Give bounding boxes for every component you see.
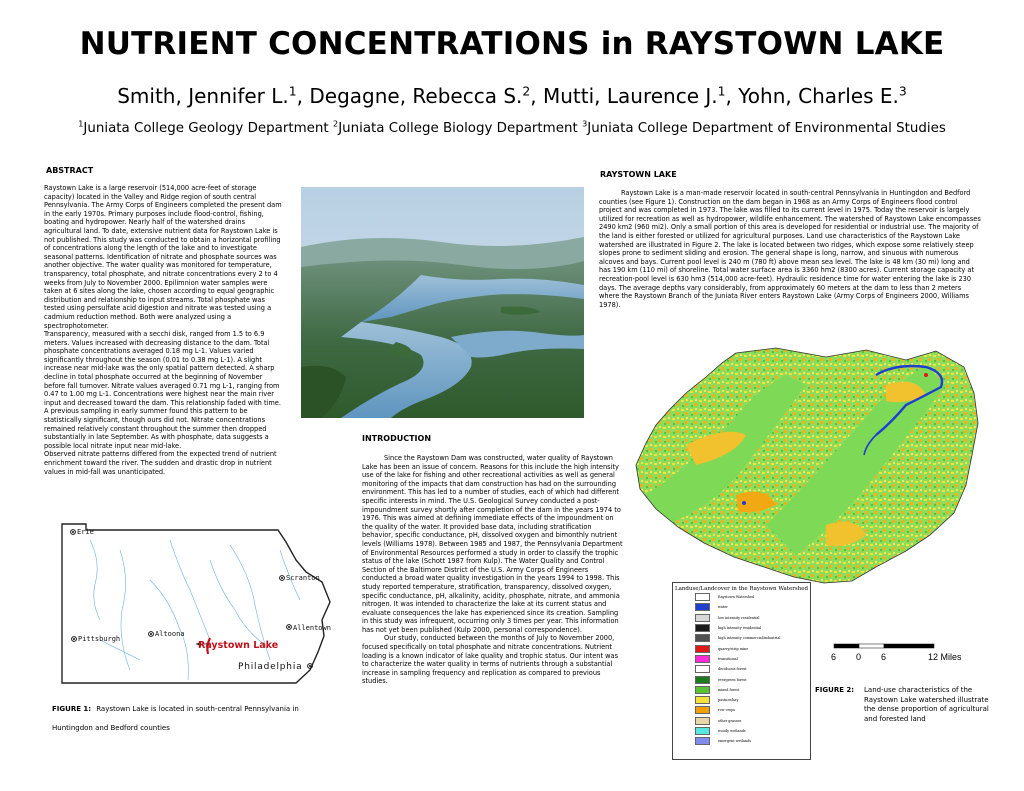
- author-name: Mutti, Laurence J.: [542, 84, 718, 108]
- author-affiliation-mark: 3: [898, 83, 907, 99]
- affiliation-mark: 2: [332, 118, 339, 129]
- figure2-text: Land-use characteristics of the Raystown Lake watershed illustrate the dense proportion of agricultural and forested land: [864, 686, 989, 723]
- legend-swatch: [695, 655, 710, 663]
- legend-label: transitional: [718, 656, 738, 661]
- abstract-paragraph: Raystown Lake is a large reservoir (514,000 acre-feet of storage capacity) located in the Valley and Ridge region of south central Pennsylvania. The Army Corps of Engineers completed the present dam in the early 1970s. Primary purposes include flood-control, fishing, boating and hydropower. Nearly half of the watershed drains agricultural land. To date, extensive nutrient data for Raystown Lake is not published. This study was conducted to obtain a horizontal profiling of concentrations along the length of the lake and to investigate seasonal patterns. Identification of nitrate and phosphate sources was another objective. The water quality was monitored for temperature, transparency, total phosphate, and nitrate concentrations every 2 to 4 weeks from July to November 2000. Epilimnion water samples were taken at 6 sites along the lake, chosen according to equal geographic distribution and relationship to input streams. Total phosphate was tested using persulfate acid digestion and nitrate was tested using a cadmium reduction method. Both were analyzed using a spectrophotometer.: [44, 184, 282, 330]
- legend-swatch: [695, 696, 710, 704]
- legend-label: high intensity residential: [718, 626, 762, 631]
- figure1-caption: [52, 696, 332, 734]
- legend-item: [695, 695, 810, 705]
- legend-label: high intensity commercial/industrial: [718, 636, 781, 641]
- poster-title: NUTRIENT CONCENTRATIONS in RAYSTOWN LAKE: [79, 26, 945, 62]
- affiliation-name: Juniata College Geology Department: [83, 121, 329, 136]
- legend-label: other grasses: [718, 718, 742, 723]
- introduction-paragraph: Our study, conducted between the months of July to November 2000, focused specifically on total phosphate and nitrate concentrations. Nutrient loading is a known indicator of lake quality and trophic status. Our intent was to characterize the water quality in terms of nutrients through a substantial increase in sampling frequency and replication as compared to previous studies.: [362, 634, 619, 686]
- city-label: Scranton: [286, 574, 320, 582]
- legend-swatch: [695, 706, 710, 714]
- legend-swatch: [695, 645, 710, 653]
- author-affiliation-mark: 1: [288, 83, 297, 99]
- legend-swatch: [695, 665, 710, 673]
- affiliation-list: [0, 118, 1024, 136]
- legend-item: [695, 633, 810, 643]
- map-scale-bar: [826, 640, 986, 670]
- figure1-text: Raystown Lake is located in south-central Pennsylvania in Huntingdon and Bedford counties: [52, 705, 299, 732]
- legend-label: deciduous forest: [718, 667, 747, 672]
- legend-label: woody wetlands: [718, 729, 746, 733]
- author-name: Yohn, Charles E.: [738, 84, 899, 108]
- legend-item: [695, 623, 810, 633]
- abstract-heading: ABSTRACT: [46, 166, 94, 175]
- legend-swatch: [695, 603, 710, 611]
- scale-label: 12 Miles: [928, 652, 962, 662]
- legend-label: pasture/hay: [718, 698, 739, 703]
- author-affiliation-mark: 2: [522, 83, 531, 99]
- legend-item: [695, 726, 810, 736]
- landuse-map: [626, 345, 1011, 584]
- introduction-body: [362, 454, 624, 686]
- legend-label: low intensity residential: [718, 615, 760, 620]
- legend-rows: [673, 592, 810, 746]
- affiliation-name: Juniata College Department of Environmental Studies: [587, 121, 946, 136]
- legend-item: [695, 592, 810, 602]
- legend-item: [695, 602, 810, 612]
- legend-swatch: [695, 717, 710, 725]
- legend-swatch: [695, 686, 710, 694]
- legend-label: row crops: [718, 708, 736, 713]
- affiliation-name: Juniata College Biology Department: [338, 121, 578, 136]
- legend-item: [695, 613, 810, 623]
- affiliation-mark: 3: [581, 118, 588, 129]
- legend-label: water: [718, 605, 728, 610]
- legend-label: Raystown Watershed: [718, 595, 755, 600]
- abstract-paragraph: Transparency, measured with a secchi disk, ranged from 1.5 to 6.9 meters. Values increased with decreasing distance to the dam. Total phosphate concentrations averaged 0.18 mg L-1. Values varied significantly throughout the season (0.01 to 0.38 mg L-1). A slight increase near mid-lake was the only spatial pattern detected. A sharp decline in total phosphate occurred at the beginning of November before fall turnover. Nitrate values averaged 0.71 mg L-1, ranging from 0.47 to 1.00 mg L-1. Concentrations were highest near the main river input and decreased toward the dam. This relationship faded with time. A previous sampling in early summer found this pattern to be statistically significant, though ours did not. Nitrate concentrations remained relatively constant throughout the summer then dropped substantially in late September. As with phosphate, data suggests a possible local nitrate input near mid-lake.: [44, 330, 281, 450]
- legend-label: mixed forest: [718, 687, 740, 692]
- legend-swatch: [695, 624, 710, 632]
- legend-item: [695, 654, 810, 664]
- figure1-label: FIGURE 1:: [52, 705, 92, 713]
- city-label: Philadelphia: [238, 662, 303, 672]
- author-name: Smith, Jennifer L.: [117, 84, 289, 108]
- legend-swatch: [695, 676, 710, 684]
- city-label: Erie: [77, 528, 94, 536]
- raystown-lake-heading: RAYSTOWN LAKE: [600, 170, 677, 179]
- legend-item: [695, 705, 810, 715]
- pennsylvania-location-map: [60, 520, 336, 687]
- city-label: Allentown: [293, 624, 331, 632]
- author-list: Smith, Jennifer L.$^1$, Degagne, Rebecca S.$^2$, Mutti, Laurence J.$^1$, Yohn, Charles E.$^3$: [117, 83, 907, 108]
- scale-label: 0: [856, 652, 862, 662]
- scale-label: 6: [881, 652, 887, 662]
- author-name: Degagne, Rebecca S.: [309, 84, 523, 108]
- raystown-lake-paragraph: Raystown Lake is a man-made reservoir located in south-central Pennsylvania in Huntingdon and Bedford counties (see Figure 1). Construction on the dam began in 1968 as an Army Corps of Engineers flood control project and was completed in 1973. The lake was filled to its current level in 1975. Today the reservoir is largely utilized for recreation as well as hydropower, wildlife enhancement. The watershed of Raystown Lake encompasses 2490 km2 (960 mi2). Only a small portion of this area is developed for residential or industrial use. The majority of the land is either forested or utilized for agricultural purposes. Land use characteristics of the Raystown Lake watershed are illustrated in Figure 2. The lake is located between two ridges, which expose some relatively steep slopes prone to sediment sliding and erosion. The general shape is long, narrow, and sinuous with numerous alcoves and bays. Current pool level is 240 m (780 ft) above mean sea level. The lake is 48 km (30 mi) long and has 190 km (110 mi) of shoreline. Total water surface area is 3360 hm2 (8300 acres). Current storage capacity at recreation-pool level is 630 hm3 (514,000 acre-feet). Hydraulic residence time for water entering the lake is 230 days. The average depths vary considerably, from approximately 60 meters at the dam to less than 2 meters where the Raystown Branch of the Juniata River enters Raystown Lake (Army Corps of Engineers 2000, Williams 1978).: [599, 189, 981, 309]
- abstract-paragraph: Observed nitrate patterns differed from the expected trend of nutrient enrichment toward the river. The sudden and drastic drop in nutrient values in mid-fall was unanticipated.: [44, 450, 277, 476]
- city-label: Pittsburgh: [78, 635, 121, 643]
- affiliation-mark: 1: [78, 118, 84, 129]
- raystown-lake-body: [599, 189, 981, 309]
- landuse-legend: [672, 582, 811, 760]
- scale-label: 6: [831, 652, 837, 662]
- legend-label: emergent wetlands: [718, 739, 752, 744]
- legend-swatch: [695, 737, 710, 745]
- abstract-body: [44, 184, 284, 476]
- legend-swatch: [695, 727, 710, 735]
- legend-item: [695, 736, 810, 746]
- city-label: Altoona: [155, 630, 185, 638]
- legend-swatch: [695, 614, 710, 622]
- legend-swatch: [695, 593, 710, 601]
- raystown-lake-label: Raystown Lake: [198, 640, 279, 651]
- legend-item: [695, 674, 810, 684]
- legend-label: evergreen forest: [718, 677, 747, 682]
- legend-title: Landuse/Landcover in the Raystown Watershed: [674, 586, 809, 592]
- introduction-heading: INTRODUCTION: [362, 434, 432, 443]
- introduction-paragraph: Since the Raystown Dam was constructed, water quality of Raystown Lake has been an issue of concern. Reasons for this include the high intensity use of the lake for fishing and other recreational activities as well as general monitoring of the impacts that dam construction has had on the surrounding environment. This has led to a number of studies, each of which had different specific interests in mind. The U.S. Geological Survey conducted a post-impoundment survey shortly after completion of the dam in the years 1974 to 1976. This was aimed at defining immediate effects of the impoundment on the quality of the water. It provided base data, including stratification behavior, specific conductance, pH, dissolved oxygen and bimonthly nutrient levels (Williams 1978). Between 1985 and 1987, the Pennsylvania Department of Environmental Resources performed a study in order to classify the trophic status of the lake (Schott 1987 from Kulp). The Water Quality and Control Section of the Baltimore District of the U.S. Army Corps of Engineers conducted a broad water quality investigation in the years 1994 to 1998. This study reported temperature, stratification, transparency, dissolved oxygen, specific conductance, pH, alkalinity, acidity, phosphate, nitrate, and ammonia nitrogen. It was intended to characterize the lake at its current status and evaluate consequences the lake has experienced since its creation. Sampling in this study was infrequent, occurring only 3 times per year. This information has not yet been published (Kulp 2000, personal correspondence).: [362, 454, 623, 634]
- legend-item: [695, 664, 810, 674]
- figure2-label: FIGURE 2:: [815, 686, 855, 694]
- legend-label: quarry/strip mine: [718, 646, 749, 651]
- legend-item: [695, 685, 810, 695]
- author-affiliation-mark: 1: [717, 83, 726, 99]
- legend-item: [695, 716, 810, 726]
- aerial-lake-photo: [301, 187, 584, 418]
- legend-swatch: [695, 634, 710, 642]
- legend-item: [695, 643, 810, 653]
